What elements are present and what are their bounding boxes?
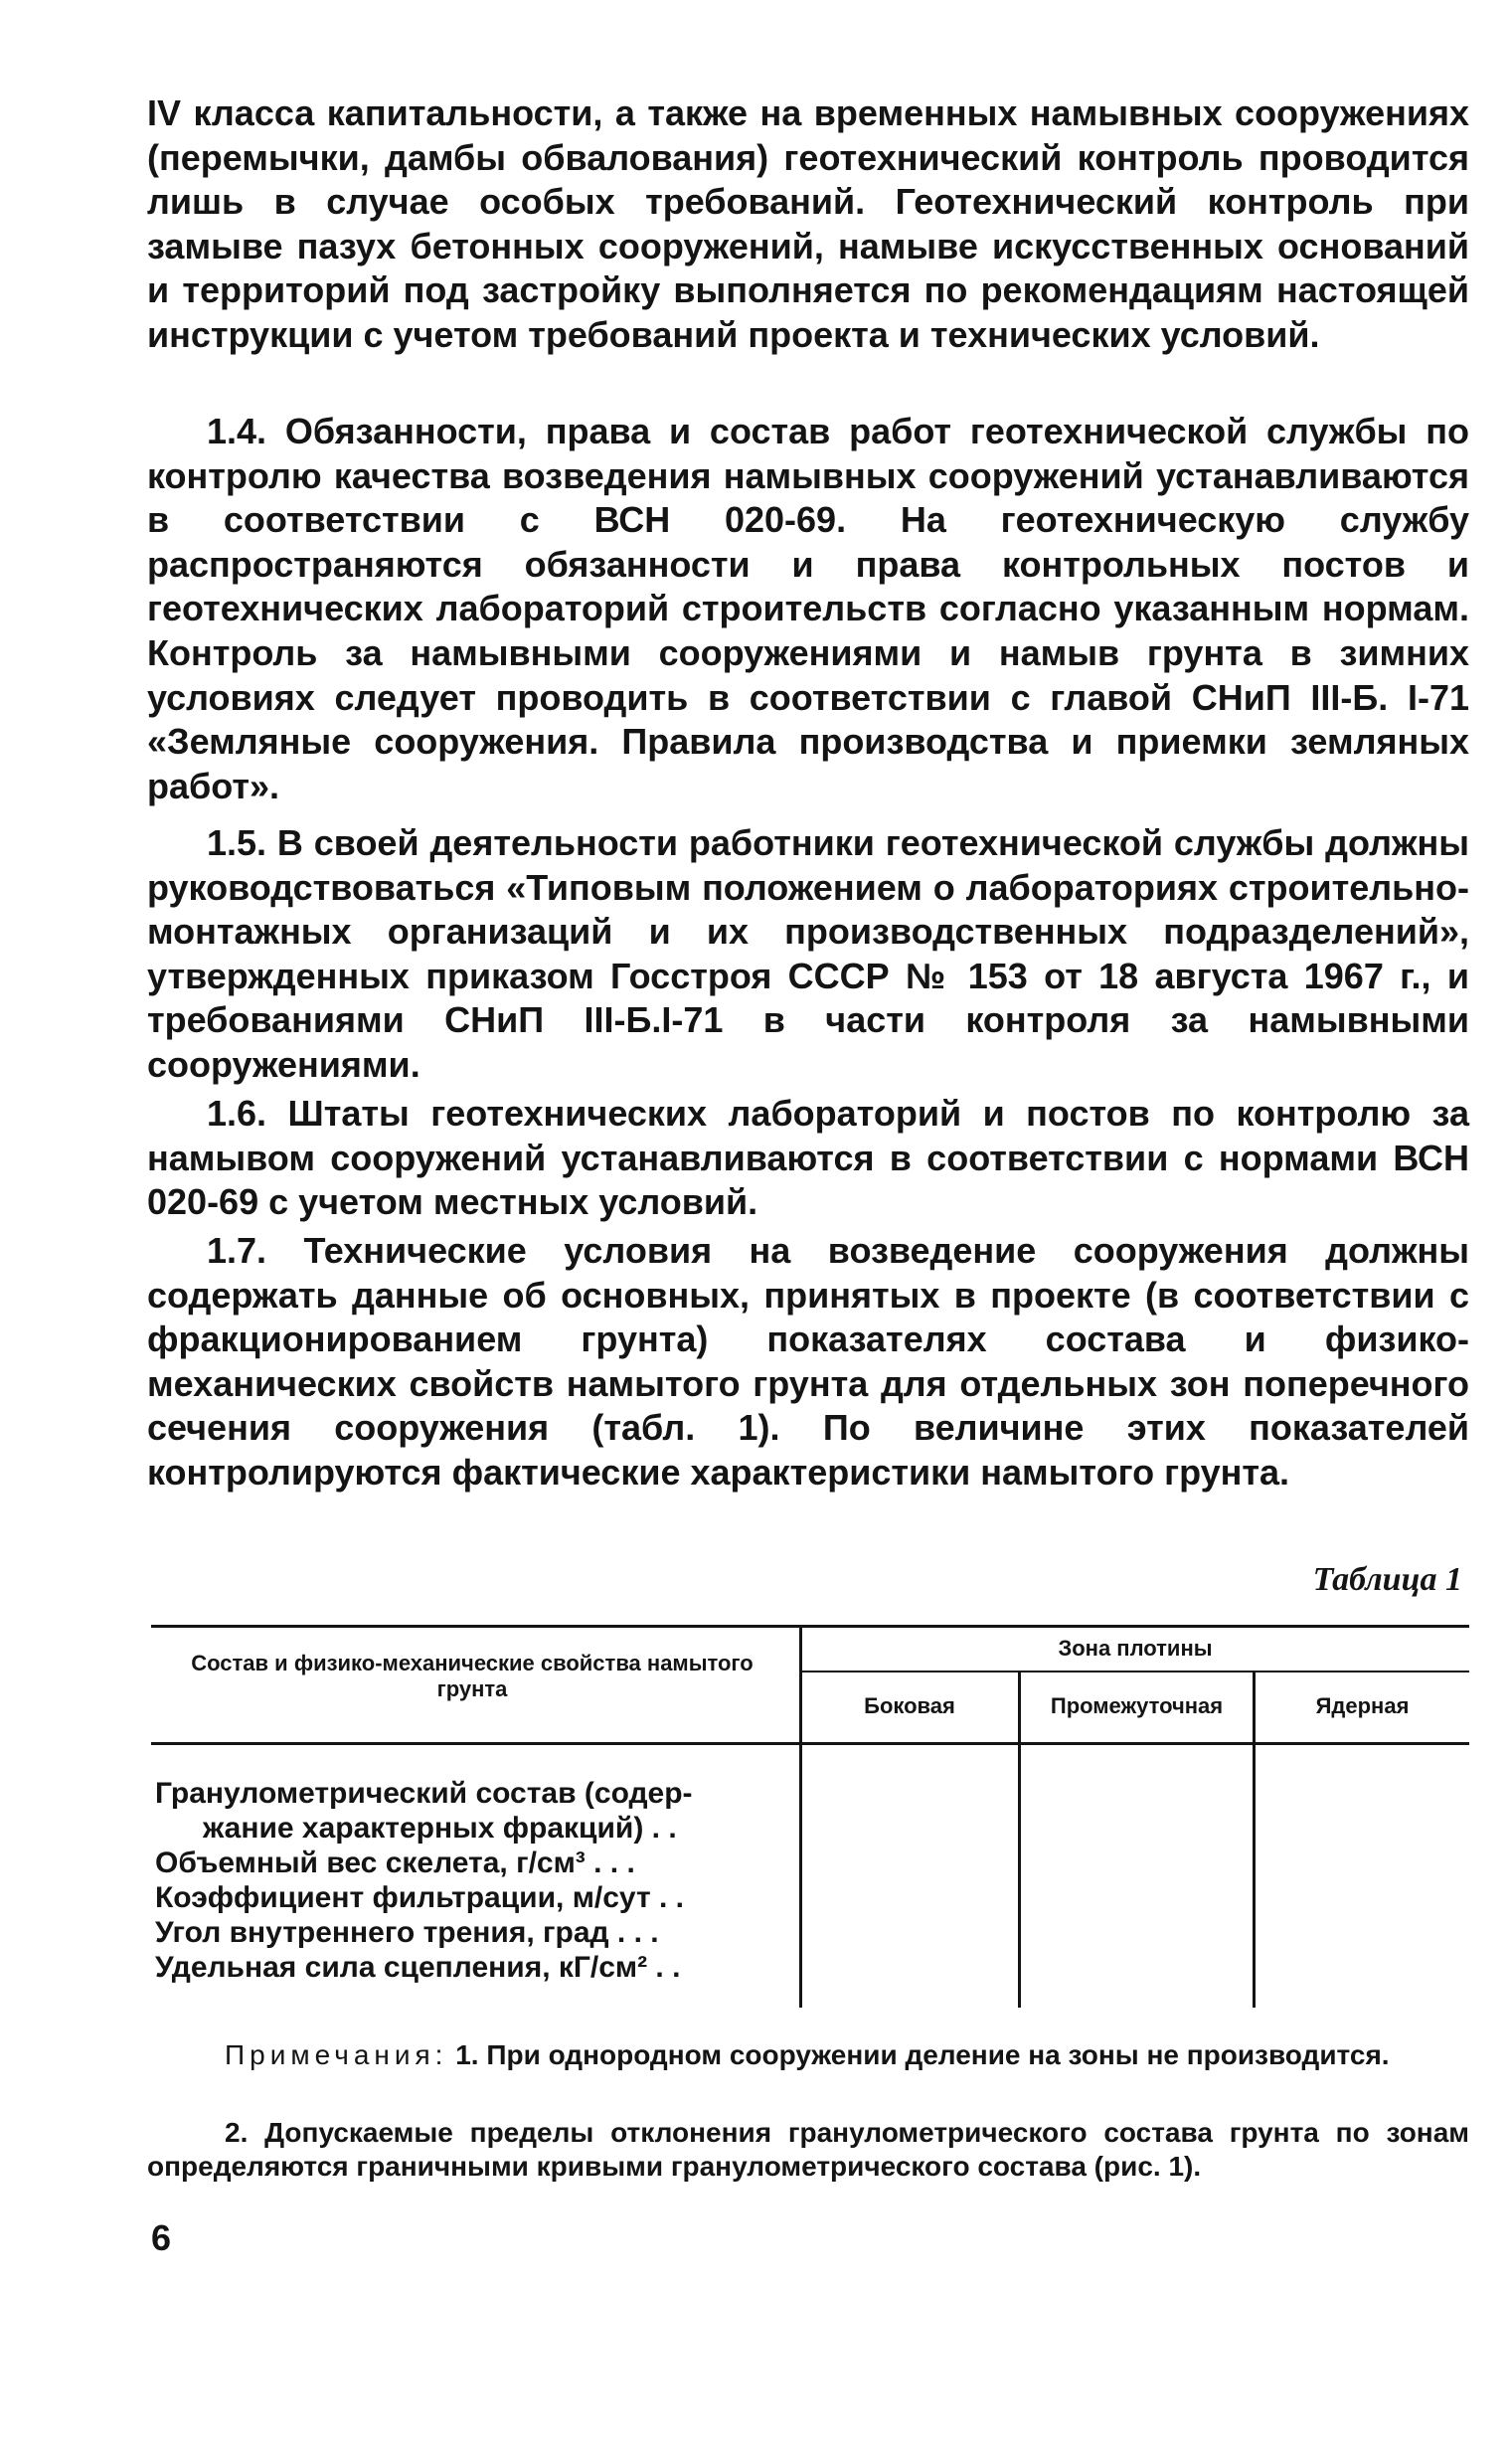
table-top-rule bbox=[151, 1625, 1469, 1628]
table-header-zone-core: Ядерная bbox=[1315, 1693, 1410, 1718]
paragraph-1-6 bbox=[147, 1092, 1469, 1225]
paragraph-1-4-text: Обязанности, права и состав работ геотехнической службы по контролю качества возведения намывных сооружений устанавливаются в соответствии с ВСН 020-69. На геотехническую службу распространяются обязанности и права контрольных постов и геотехнических лабораторий строительств согласно указанным нормам. Контроль за намывными сооружениями и намыв грунта в зимних условиях следует проводить в соответствии с главой СНиП III-Б. I-71 «Земляные сооружения. Правила производства и приемки земляных работ». bbox=[147, 411, 1469, 806]
section-number-1-4: 1.4. bbox=[207, 411, 267, 451]
notes-label: Примечания: bbox=[225, 2039, 448, 2070]
table-divider-left bbox=[799, 1625, 802, 2008]
table-header-properties: Состав и физико-механические свойства намытого грунта bbox=[191, 1651, 754, 1701]
table-note-2 bbox=[147, 2116, 1469, 2184]
table-row-cohesion: Удельная сила сцепления, кГ/см² . . bbox=[155, 1951, 681, 1984]
table-note-1 bbox=[147, 2038, 1469, 2072]
paragraph-1-7 bbox=[147, 1229, 1469, 1496]
page-number: 6 bbox=[151, 2217, 172, 2258]
paragraph-1-6-text: Штаты геотехнических лабораторий и постов по контролю за намывом сооружений устанавливаются в соответствии с нормами ВСН 020-69 с учетом местных условий. bbox=[147, 1093, 1469, 1223]
section-number-1-6: 1.6. bbox=[207, 1093, 267, 1134]
paragraph-intro bbox=[147, 91, 1469, 358]
notes-note-1-text: 1. При однородном сооружении деление на зоны не производится. bbox=[455, 2039, 1390, 2070]
table-row-friction-angle: Угол внутреннего трения, град . . . bbox=[155, 1916, 659, 1949]
table-row-granulometry-1: Гранулометрический состав (содер- bbox=[155, 1777, 693, 1810]
table-row-filtration: Коэффициент фильтрации, м/сут . . bbox=[155, 1881, 685, 1914]
table-zone-rule bbox=[801, 1671, 1469, 1672]
table-divider-right bbox=[1253, 1671, 1256, 2008]
table-header-rule bbox=[151, 1742, 1469, 1745]
table-header-zone-side: Боковая bbox=[864, 1693, 955, 1718]
section-number-1-7: 1.7. bbox=[207, 1230, 267, 1271]
paragraph-1-7-text: Технические условия на возведение сооружения должны содержать данные об основных, принятых в проекте (в соответствии с фракционированием грунта) показателях состава и физико-механических свойств намытого грунта для отдельных зон поперечного сечения сооружения (табл. 1). По величине этих показателей контролируются фактические характеристики намытого грунта. bbox=[147, 1230, 1469, 1493]
paragraph-1-5 bbox=[147, 821, 1469, 1088]
table-caption: Таблица 1 bbox=[1312, 1561, 1462, 1598]
paragraph-1-4 bbox=[147, 410, 1469, 808]
section-number-1-5: 1.5. bbox=[207, 822, 267, 863]
table-header-zone: Зона плотины bbox=[1058, 1636, 1213, 1661]
table-row-granulometry-2: жание характерных фракций) . . bbox=[203, 1812, 677, 1845]
table-header-zone-intermediate: Промежуточная bbox=[1050, 1693, 1224, 1718]
table-row-volume-weight: Объемный вес скелета, г/см³ . . . bbox=[155, 1847, 635, 1879]
paragraph-intro-text: IV класса капитальности, а также на временных намывных сооружениях (перемычки, дамбы обвалования) геотехнический контроль проводится лишь в случае особых требований. Геотехнический контроль при замыве пазух бетонных сооружений, намыве искусственных оснований и территорий под застройку выполняется по рекомендациям настоящей инструкции с учетом требований проекта и технических условий. bbox=[147, 92, 1469, 355]
table-divider-middle bbox=[1018, 1671, 1021, 2008]
paragraph-1-5-text: В своей деятельности работники геотехнической службы должны руководствоваться «Типовым положением о лабораториях строительно-монтажных организаций и их производственных подразделений», утвержденных приказом Госстроя СССР № 153 от 18 августа 1967 г., и требованиями СНиП III-Б.I-71 в части контроля за намывными сооружениями. bbox=[147, 822, 1469, 1085]
notes-note-2-text: 2. Допускаемые пределы отклонения гранулометрического состава грунта по зонам определяются граничными кривыми гранулометрического состава (рис. 1). bbox=[147, 2117, 1469, 2182]
